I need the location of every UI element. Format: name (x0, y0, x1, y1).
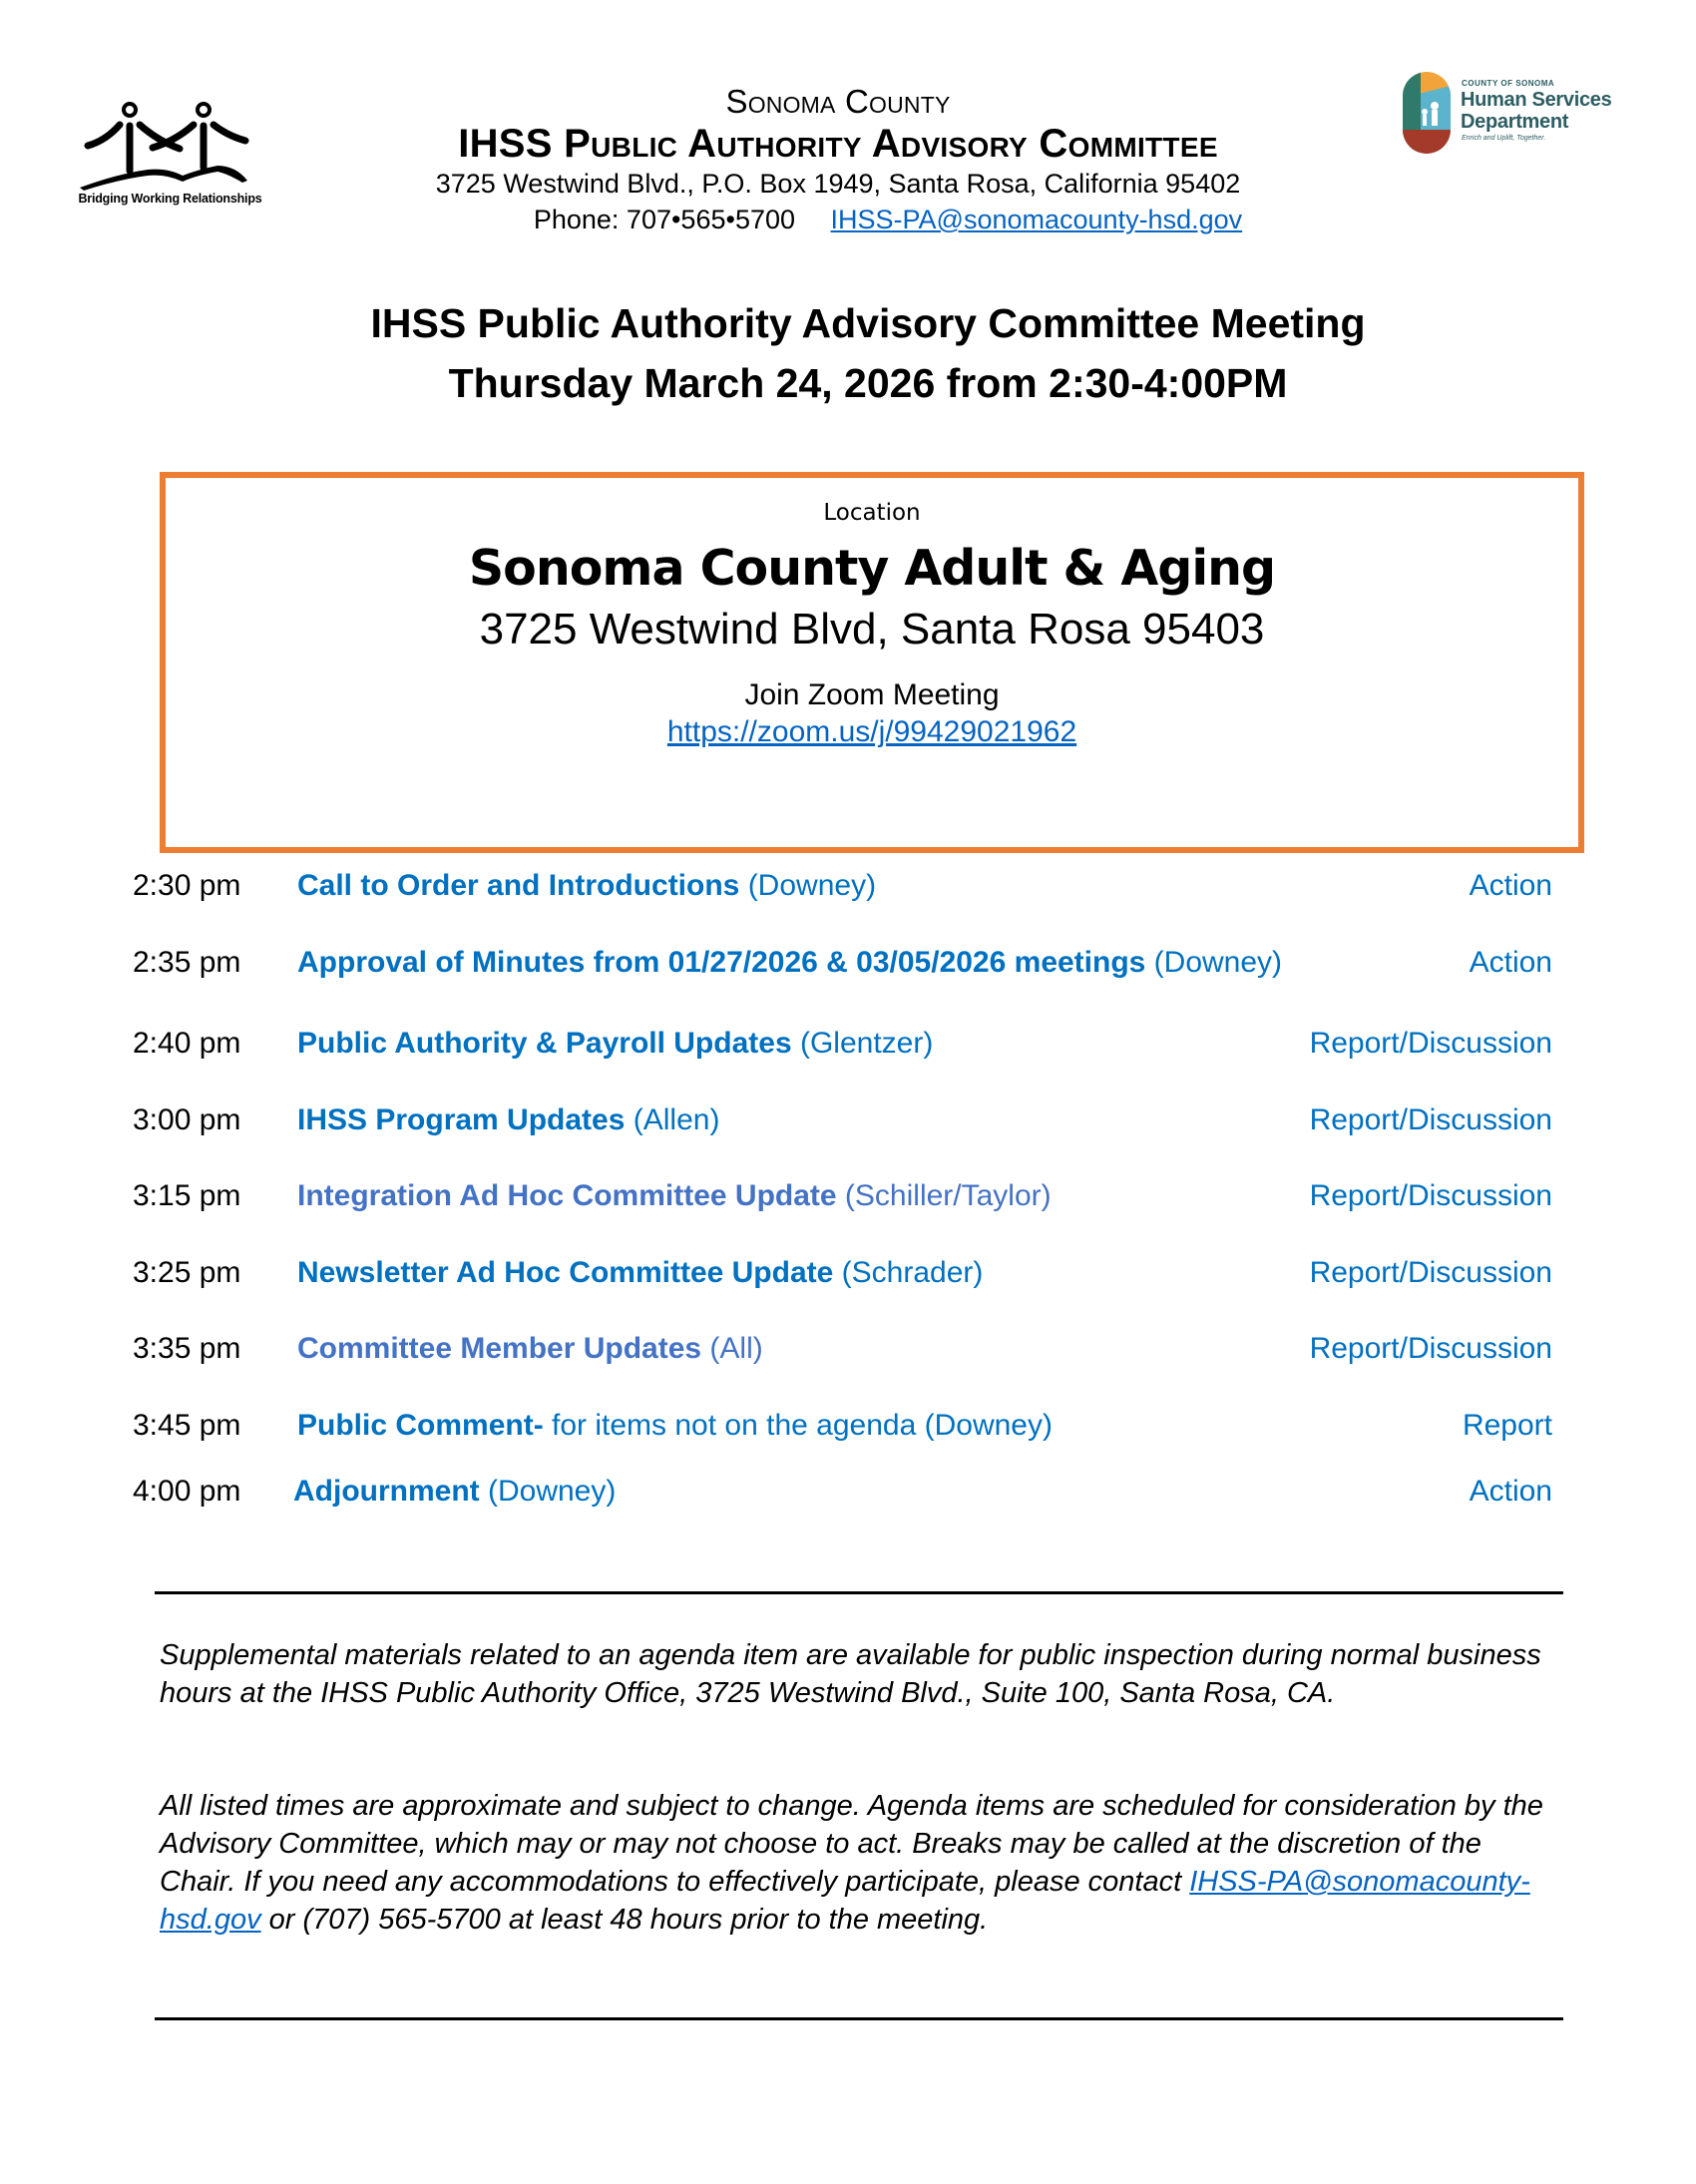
agenda-status: Report/Discussion (1309, 1103, 1552, 1136)
agenda-time: 2:35 pm (133, 946, 241, 979)
agenda-title (297, 1404, 1053, 1448)
phone-number: Phone: 707•565•5700 (533, 205, 796, 234)
notice-text-after: or (707) 565-5700 at least 48 hours prior to the meeting. (260, 1904, 989, 1936)
hsd-name (1461, 89, 1611, 133)
meeting-date: Thursday March 24, 2026 from 2:30-4:00PM (448, 360, 1288, 406)
zoom-label: Join Zoom Meeting (744, 678, 1000, 711)
agenda-time: 4:00 pm (133, 1475, 241, 1508)
agenda-title-detail: (Downey) (1145, 946, 1283, 979)
agenda-time: 3:15 pm (133, 1179, 241, 1212)
agenda-item (0, 1327, 1696, 1371)
agenda-item (0, 1022, 1696, 1066)
agenda-title-main: Integration Ad Hoc Committee Update (297, 1179, 837, 1212)
agenda-item (0, 941, 1696, 985)
hsd-emblem-icon (1397, 68, 1457, 158)
hsd-county-label: COUNTY OF SONOMA (1462, 79, 1555, 88)
agenda-title-detail: (Downey) (739, 869, 877, 902)
location-box (160, 472, 1584, 853)
location-label: Location (823, 500, 921, 526)
agenda-title-detail: (All) (701, 1332, 763, 1365)
meeting-title: IHSS Public Authority Advisory Committee Meeting (370, 300, 1366, 346)
agenda-title (297, 1022, 933, 1066)
agenda-title-detail: (Schrader) (833, 1256, 984, 1289)
divider-bottom (155, 2017, 1563, 2020)
agenda-title-main: Public Authority & Payroll Updates (297, 1027, 792, 1060)
divider-top (155, 1591, 1563, 1594)
agenda-item (0, 1251, 1696, 1295)
agenda-title (293, 1470, 616, 1514)
location-address: 3725 Westwind Blvd, Santa Rosa 95403 (479, 605, 1265, 654)
agenda-title-detail: (Glentzer) (791, 1027, 934, 1060)
agenda-time: 2:40 pm (133, 1027, 241, 1060)
agenda-status: Action (1469, 869, 1552, 902)
agenda-item (0, 1174, 1696, 1218)
agenda-item (0, 1470, 1696, 1514)
agenda-status: Report/Discussion (1309, 1256, 1552, 1289)
agenda-time: 3:25 pm (133, 1256, 241, 1289)
supplemental-note: Supplemental materials related to an agenda item are available for public inspection during normal business hours at the IHSS Public Authority Office, 3725 Westwind Blvd., Suite 100, Santa Rosa, CA. (160, 1639, 1541, 1709)
agenda-title-detail: (Schiller/Taylor) (836, 1179, 1052, 1212)
agenda-title-main: IHSS Program Updates (297, 1103, 626, 1136)
agenda-title-main: Newsletter Ad Hoc Committee Update (297, 1256, 834, 1289)
agenda-status: Action (1469, 1475, 1552, 1508)
hsd-name-line2: Department (1461, 111, 1569, 133)
agenda-title-main: Approval of Minutes from 01/27/2026 & 03/05/2026 meetings (297, 946, 1146, 979)
agenda-title-main: Adjournment (293, 1475, 480, 1508)
accommodation-note (160, 1787, 1556, 1939)
agenda-title (297, 941, 1282, 985)
agenda-title-main: Call to Order and Introductions (297, 869, 740, 902)
agenda-status: Action (1469, 946, 1552, 979)
agenda-status: Report/Discussion (1309, 1179, 1552, 1212)
agenda-time: 3:45 pm (133, 1409, 241, 1442)
agenda-time: 2:30 pm (133, 869, 241, 902)
agenda-status: Report (1462, 1409, 1552, 1442)
agenda-item (0, 1098, 1696, 1142)
agenda-title (297, 1251, 983, 1295)
organization-address: 3725 Westwind Blvd., P.O. Box 1949, Santa Rosa, California 95402 (435, 169, 1241, 199)
agenda-title-main: Committee Member Updates (297, 1332, 702, 1365)
agenda-title-detail: (Downey) (479, 1475, 617, 1508)
notice-email-link[interactable]: IHSS-PA@sonomacounty-hsd.gov (160, 1866, 1530, 1936)
agenda-title-main: Public Comment- (297, 1409, 544, 1442)
agenda-item (0, 864, 1696, 908)
bridging-working-relationships-logo (78, 96, 262, 211)
agenda-time: 3:35 pm (133, 1332, 241, 1365)
location-name: Sonoma County Adult & Aging (468, 540, 1276, 597)
organization-header (339, 82, 1337, 237)
agenda-status: Report/Discussion (1309, 1027, 1552, 1060)
meeting-heading (0, 293, 1696, 413)
people-holding-hands-icon (78, 96, 262, 191)
notice-text-before: All listed times are approximate and subject to change. Agenda items are scheduled for consideration by the Advisory Committee, which may or may not choose to act. Breaks may be called at the discretion of the Chair. If you need any accommodations to effectively participate, please contact (160, 1790, 1543, 1898)
zoom-meeting-link[interactable]: https://zoom.us/j/99429021962 (666, 715, 1077, 748)
agenda-title-detail: (Allen) (625, 1103, 720, 1136)
agenda-time: 3:00 pm (133, 1103, 241, 1136)
agenda-title (297, 1174, 1052, 1218)
hsd-tagline: Enrich and Uplift, Together. (1462, 135, 1546, 142)
human-services-department-logo (1397, 68, 1636, 158)
county-name: Sonoma County (725, 83, 951, 120)
contact-line (339, 202, 1337, 237)
hsd-name-line1: Human Services (1461, 89, 1612, 111)
organization-name: IHSS Public Authority Advisory Committee (458, 122, 1218, 166)
agenda-title-detail: for items not on the agenda (Downey) (543, 1409, 1053, 1442)
agenda-item (0, 1404, 1696, 1448)
agenda-title (297, 864, 876, 908)
email-link[interactable]: IHSS-PA@sonomacounty-hsd.gov (830, 205, 1243, 234)
logo-tagline: Bridging Working Relationships (78, 192, 262, 206)
agenda-title (297, 1098, 719, 1142)
agenda-status: Report/Discussion (1309, 1332, 1552, 1365)
agenda-title (297, 1327, 763, 1371)
